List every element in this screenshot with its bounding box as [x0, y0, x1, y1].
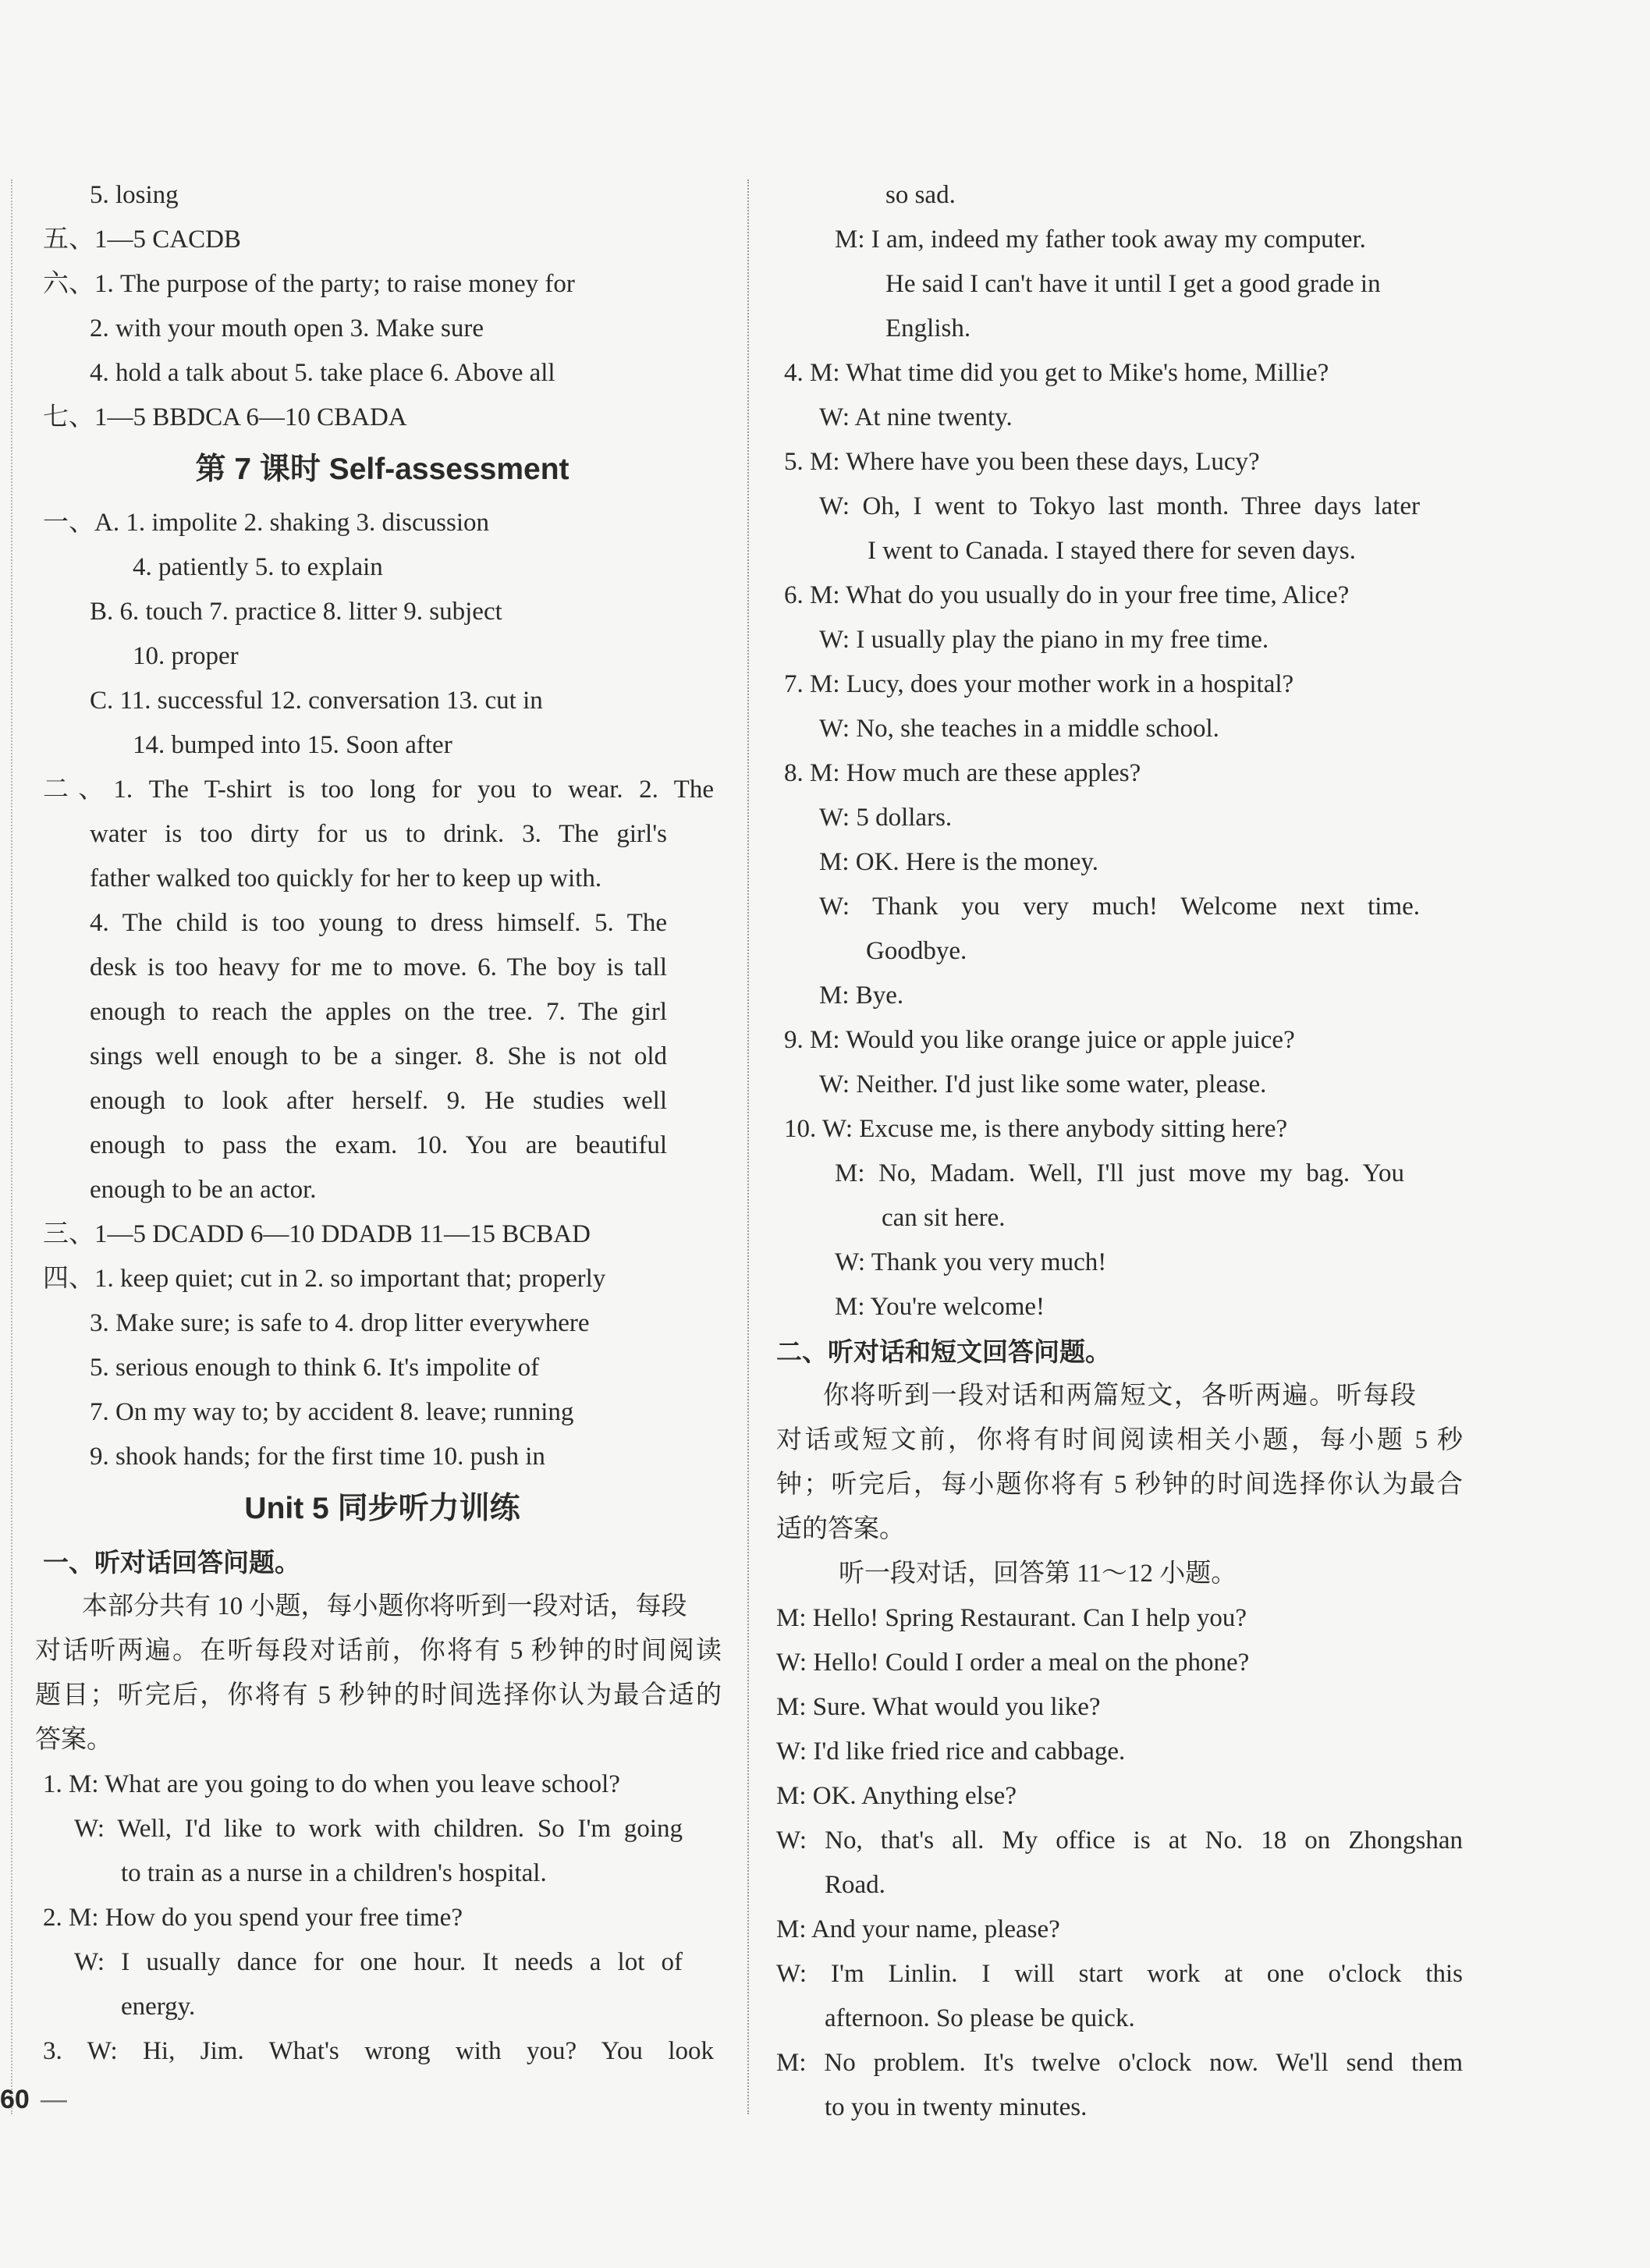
text-line: sings well enough to be a singer. 8. She is not old — [90, 1042, 667, 1070]
text-line: to you in twenty minutes. — [825, 2093, 1088, 2121]
text-line: 对话或短文前，你将有时间阅读相关小题，每小题 5 秒 — [776, 1426, 1463, 1454]
text-line: Road. — [825, 1871, 885, 1899]
text-line: 答案。 — [35, 1726, 112, 1754]
text-line: 3. Make sure; is safe to 4. drop litter everywhere — [90, 1309, 590, 1337]
text-line: W: No, that's all. My office is at No. 18 on Zhongshan — [776, 1826, 1463, 1855]
text-line: 3. W: Hi, Jim. What's wrong with you? You look — [43, 2037, 714, 2065]
text-line: W: Thank you very much! Welcome next time. — [819, 893, 1420, 921]
text-line: W: Thank you very much! — [835, 1248, 1107, 1276]
text-line: 7. On my way to; by accident 8. leave; running — [90, 1398, 574, 1426]
text-line: 10. W: Excuse me, is there anybody sitting here? — [784, 1115, 1288, 1143]
text-line: 适的答案。 — [776, 1515, 905, 1543]
text-line: water is too dirty for us to drink. 3. The girl's — [90, 820, 667, 848]
text-line: C. 11. successful 12. conversation 13. cut in — [90, 687, 543, 715]
text-line: 5. losing — [90, 181, 179, 209]
text-line: M: Bye. — [819, 981, 904, 1010]
text-line: 4. patiently 5. to explain — [133, 553, 383, 581]
text-line: M: No problem. It's twelve o'clock now. We'll send them — [776, 2049, 1463, 2077]
text-line: 5. serious enough to think 6. It's impolite of — [90, 1354, 540, 1382]
text-line: W: Hello! Could I order a meal on the phone? — [776, 1649, 1250, 1677]
text-line: 四、1. keep quiet; cut in 2. so important that; properly — [43, 1265, 606, 1293]
text-line: M: Hello! Spring Restaurant. Can I help you? — [776, 1604, 1247, 1632]
text-line: 六、1. The purpose of the party; to raise money for — [43, 270, 575, 298]
text-line: 5. M: Where have you been these days, Lucy? — [784, 448, 1260, 476]
text-line: 五、1—5 CACDB — [43, 225, 241, 254]
section-title: 二、听对话和短文回答问题。 — [776, 1337, 1111, 1366]
text-line: 题目；听完后，你将有 5 秒钟的时间选择你认为最合适的 — [35, 1681, 722, 1709]
text-line: M: OK. Here is the money. — [819, 848, 1099, 876]
text-line: M: No, Madam. Well, I'll just move my bag. You — [835, 1159, 1404, 1187]
text-line: W: Oh, I went to Tokyo last month. Three days later — [819, 492, 1420, 520]
text-line: 二、1. The T-shirt is too long for you to wear. 2. The — [43, 776, 714, 804]
section-title: 一、听对话回答问题。 — [43, 1548, 300, 1577]
text-line: father walked too quickly for her to keep up with. — [90, 864, 602, 893]
text-line: He said I can't have it until I get a good grade in — [885, 270, 1381, 298]
text-line: can sit here. — [882, 1204, 1006, 1232]
text-line: W: No, she teaches in a middle school. — [819, 715, 1219, 743]
text-line: I went to Canada. I stayed there for seven days. — [868, 537, 1356, 565]
text-line: 三、1—5 DCADD 6—10 DDADB 11—15 BCBAD — [43, 1220, 591, 1248]
text-line: 4. hold a talk about 5. take place 6. Above all — [90, 359, 555, 387]
text-line: W: At nine twenty. — [819, 403, 1013, 431]
text-line: M: And your name, please? — [776, 1915, 1060, 1943]
text-line: 14. bumped into 15. Soon after — [133, 731, 452, 759]
text-line: to train as a nurse in a children's hospital. — [121, 1859, 547, 1887]
text-line: 钟；听完后，每小题你将有 5 秒钟的时间选择你认为最合 — [776, 1471, 1463, 1499]
text-line: 8. M: How much are these apples? — [784, 759, 1141, 787]
text-line: 9. M: Would you like orange juice or apple juice? — [784, 1026, 1295, 1054]
section-heading: Unit 5 同步听力训练 — [244, 1492, 520, 1525]
text-line: W: Neither. I'd just like some water, please. — [819, 1070, 1267, 1099]
text-line: enough to look after herself. 9. He studies well — [90, 1087, 667, 1115]
text-line: 1. M: What are you going to do when you leave school? — [43, 1770, 620, 1798]
text-line: 4. The child is too young to dress himself. 5. The — [90, 909, 667, 937]
text-line: 本部分共有 10 小题，每小题你将听到一段对话，每段 — [82, 1592, 687, 1620]
text-line: 七、1—5 BBDCA 6—10 CBADA — [43, 403, 407, 431]
text-line: M: OK. Anything else? — [776, 1782, 1017, 1810]
page-number — [0, 2085, 67, 2115]
text-line: enough to pass the exam. 10. You are beautiful — [90, 1131, 667, 1159]
text-line: 你将听到一段对话和两篇短文，各听两遍。听每段 — [823, 1382, 1416, 1410]
text-line: enough to reach the apples on the tree. 7. The girl — [90, 998, 667, 1026]
text-line: 2. M: How do you spend your free time? — [43, 1904, 463, 1932]
text-line: W: I usually play the piano in my free time. — [819, 626, 1269, 654]
text-line: desk is too heavy for me to move. 6. The boy is tall — [90, 953, 667, 981]
text-line: so sad. — [885, 181, 956, 209]
text-line: M: Sure. What would you like? — [776, 1693, 1101, 1721]
text-line: 听一段对话，回答第 11～12 小题。 — [839, 1560, 1237, 1588]
text-line: B. 6. touch 7. practice 8. litter 9. subject — [90, 598, 502, 626]
text-line: 4. M: What time did you get to Mike's home, Millie? — [784, 359, 1329, 387]
text-line: W: I'm Linlin. I will start work at one o'clock this — [776, 1960, 1463, 1988]
column-divider — [747, 179, 749, 2114]
text-line: energy. — [121, 1993, 196, 2021]
text-line: W: I'd like fried rice and cabbage. — [776, 1737, 1126, 1766]
text-line: afternoon. So please be quick. — [825, 2004, 1135, 2032]
page-number-dash: — — [40, 2085, 67, 2114]
text-line: M: I am, indeed my father took away my computer. — [835, 225, 1366, 254]
text-line: 一、A. 1. impolite 2. shaking 3. discussion — [43, 509, 489, 537]
text-line: English. — [885, 314, 971, 343]
text-line: W: 5 dollars. — [819, 804, 953, 832]
text-line: 7. M: Lucy, does your mother work in a hospital? — [784, 670, 1294, 698]
page-number-text: 60 — [0, 2085, 30, 2114]
text-line: M: You're welcome! — [835, 1293, 1045, 1321]
text-line: 10. proper — [133, 642, 239, 670]
text-line: Goodbye. — [866, 937, 967, 965]
text-line: 2. with your mouth open 3. Make sure — [90, 314, 484, 343]
text-line: W: I usually dance for one hour. It needs a lot of — [74, 1948, 683, 1976]
section-heading: 第 7 课时 Self-assessment — [195, 453, 570, 486]
text-line: 9. shook hands; for the first time 10. push in — [90, 1443, 545, 1471]
text-line: 对话听两遍。在听每段对话前，你将有 5 秒钟的时间阅读 — [35, 1637, 722, 1665]
text-line: W: Well, I'd like to work with children. So I'm going — [74, 1815, 683, 1843]
margin-rule — [11, 179, 12, 2114]
text-line: enough to be an actor. — [90, 1176, 317, 1204]
text-line: 6. M: What do you usually do in your free time, Alice? — [784, 581, 1350, 609]
